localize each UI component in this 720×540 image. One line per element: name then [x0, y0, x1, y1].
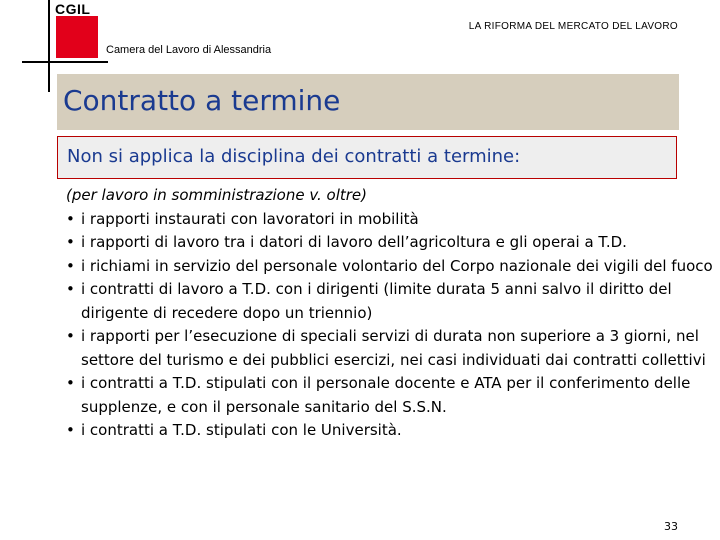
organization-name: Camera del Lavoro di Alessandria [106, 44, 272, 56]
bullet-list [66, 208, 714, 443]
list-item [66, 231, 714, 255]
slide-title: Contratto a termine [63, 84, 341, 117]
bullet-icon: • [66, 327, 75, 345]
bullet-icon: • [66, 421, 75, 439]
logo-vertical-line [48, 0, 50, 92]
list-item [66, 278, 714, 325]
page-number: 33 [664, 520, 678, 533]
bullet-icon: • [66, 233, 75, 251]
bullet-icon: • [66, 374, 75, 392]
list-item [66, 419, 714, 443]
logo-horizontal-line [22, 61, 108, 63]
logo-mark [56, 16, 98, 58]
slide-body [66, 184, 714, 443]
header-title: LA RIFORMA DEL MERCATO DEL LAVORO [468, 21, 678, 32]
bullet-text: i contratti di lavoro a T.D. con i dirigenti (limite durata 5 anni salvo il diritto del dirigente di recedere dopo un triennio) [81, 280, 672, 322]
slide-subtitle: Non si applica la disciplina dei contratti a termine: [67, 146, 521, 167]
bullet-text: i rapporti per l’esecuzione di speciali servizi di durata non superiore a 3 giorni, nel settore del turismo e dei pubblici esercizi, nei casi individuati dai contratti collettivi [81, 327, 706, 369]
bullet-text: i rapporti di lavoro tra i datori di lavoro dell’agricoltura e gli operai a T.D. [81, 233, 627, 251]
list-item [66, 255, 714, 279]
list-item [66, 325, 714, 372]
logo-text: CGIL [55, 1, 91, 17]
bullet-icon: • [66, 209, 75, 228]
intro-note: (per lavoro in somministrazione v. oltre) [66, 186, 368, 204]
bullet-text: i richiami in servizio del personale volontario del Corpo nazionale dei vigili del fuoco [81, 256, 713, 275]
bullet-icon: • [66, 280, 75, 298]
bullet-text: i contratti a T.D. stipulati con il personale docente e ATA per il conferimento delle supplenze, e con il personale sanitario del S.S.N. [81, 374, 691, 416]
list-item [66, 372, 714, 419]
bullet-icon: • [66, 256, 75, 275]
bullet-text: i rapporti instaurati con lavoratori in mobilità [81, 209, 419, 228]
list-item [66, 208, 714, 232]
bullet-text: i contratti a T.D. stipulati con le Università. [81, 421, 402, 439]
